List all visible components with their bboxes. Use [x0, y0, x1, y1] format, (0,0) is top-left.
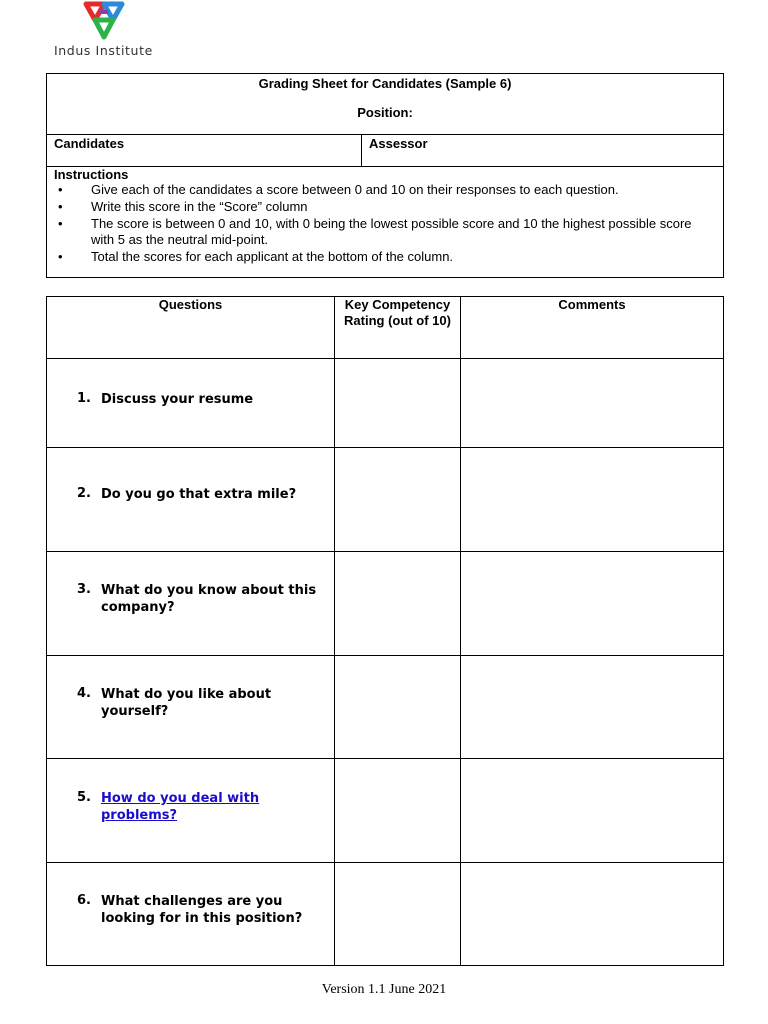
question-cell	[47, 759, 335, 863]
instructions-cell	[47, 167, 724, 278]
question-text: What do you know about this company?	[101, 583, 317, 615]
table-row	[47, 863, 724, 966]
instructions-list	[54, 182, 715, 265]
instruction-item: • Give each of the candidates a score between 0 and 10 on their responses to each question.	[54, 182, 715, 198]
rating-cell[interactable]	[335, 448, 461, 552]
instructions-title: Instructions	[54, 167, 129, 182]
rating-cell[interactable]	[335, 656, 461, 759]
question-cell	[47, 552, 335, 656]
question-cell	[47, 863, 335, 966]
logo	[50, 0, 160, 62]
rating-cell[interactable]	[335, 552, 461, 656]
question-number: 4.	[77, 686, 91, 701]
question-text: What challenges are you looking for in this position?	[101, 894, 303, 926]
title-cell	[47, 74, 724, 135]
table-row	[47, 448, 724, 552]
question-number: 1.	[77, 391, 91, 406]
candidates-cell	[47, 135, 362, 167]
brand-name: Indus Institute	[54, 43, 153, 58]
question-text: Discuss your resume	[101, 392, 254, 407]
rating-cell[interactable]	[335, 863, 461, 966]
rating-cell[interactable]	[335, 759, 461, 863]
col-header-comments: Comments	[461, 297, 724, 359]
position-label: Position:	[357, 105, 413, 120]
comments-cell[interactable]	[461, 448, 724, 552]
comments-cell[interactable]	[461, 863, 724, 966]
comments-cell[interactable]	[461, 552, 724, 656]
header-table	[46, 73, 724, 278]
col-header-questions: Questions	[47, 297, 335, 359]
rating-cell[interactable]	[335, 359, 461, 448]
assessor-cell	[362, 135, 724, 167]
assessor-label: Assessor	[369, 136, 428, 151]
sheet-title: Grading Sheet for Candidates (Sample 6)	[258, 76, 512, 91]
question-number: 2.	[77, 486, 91, 501]
table-row	[47, 359, 724, 448]
candidates-label: Candidates	[54, 136, 125, 151]
questions-table	[46, 296, 724, 966]
table-row	[47, 552, 724, 656]
table-row	[47, 759, 724, 863]
comments-cell[interactable]	[461, 656, 724, 759]
comments-cell[interactable]	[461, 759, 724, 863]
instruction-item: • Total the scores for each applicant at the bottom of the column.	[54, 249, 715, 265]
question-number: 3.	[77, 582, 91, 597]
instruction-item: • Write this score in the “Score” column	[54, 199, 715, 215]
question-link[interactable]: How do you deal with problems?	[101, 791, 260, 823]
comments-cell[interactable]	[461, 359, 724, 448]
question-number: 5.	[77, 790, 91, 805]
question-cell	[47, 359, 335, 448]
question-number: 6.	[77, 893, 91, 908]
question-text: What do you like about yourself?	[101, 687, 272, 719]
col-header-rating: Key Competency Rating (out of 10)	[335, 297, 461, 359]
instruction-item: • The score is between 0 and 10, with 0 being the lowest possible score and 10 the highest possible score with 5 as the neutral mid-point.	[54, 216, 715, 248]
version-footer: Version 1.1 June 2021	[321, 982, 447, 997]
table-row	[47, 656, 724, 759]
indus-logo-icon	[80, 0, 128, 42]
question-cell	[47, 448, 335, 552]
question-text: Do you go that extra mile?	[101, 487, 297, 502]
question-cell	[47, 656, 335, 759]
